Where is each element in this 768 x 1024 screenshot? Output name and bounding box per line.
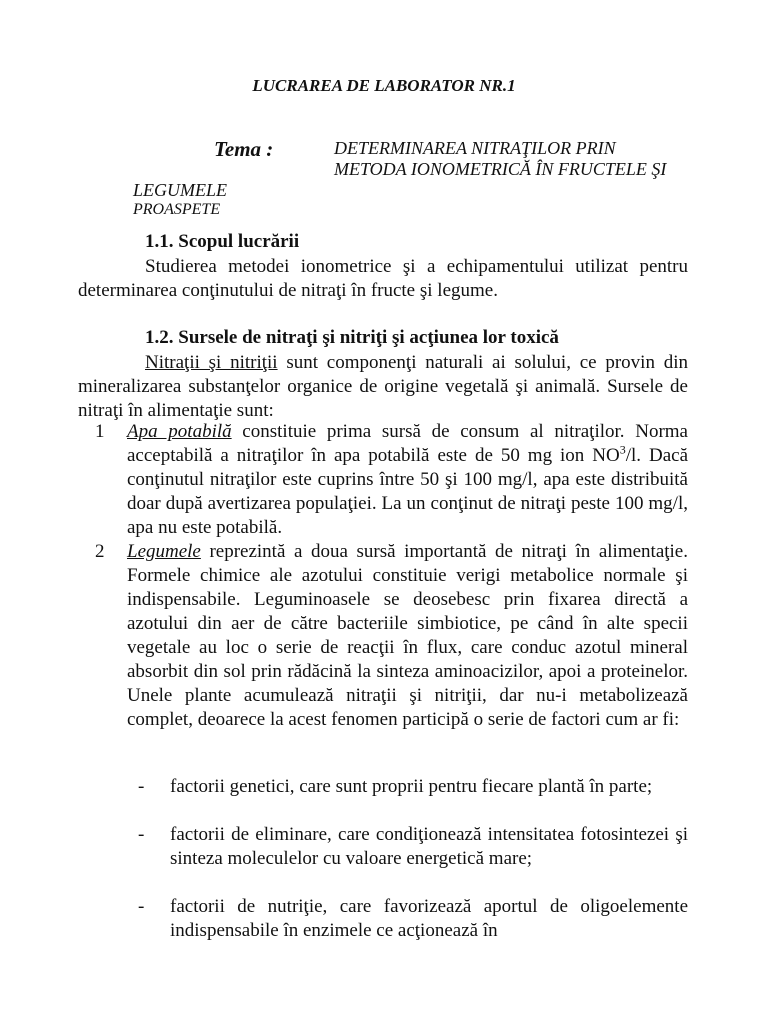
- intro-text: sunt componenţi naturali ai solului, ce provin din mineralizarea substanţelor organice de origine vegetală şi animală. Sursele de nitraţi în alimentaţie sunt:: [78, 352, 688, 421]
- factor-text: factorii de nutriţie, care favorizează aportul de oligoelemente indispensabile în enzimele ce acţionează în: [170, 896, 688, 941]
- tema-line-3: PROASPETE: [133, 201, 221, 218]
- section-1-heading: 1.1. Scopul lucrării: [145, 231, 300, 252]
- tema-line-2: METODA IONOMETRICĂ ÎN FRUCTELE ŞI LEGUMELE: [133, 159, 667, 200]
- factor-item: [138, 895, 688, 943]
- list-item-2-number: 2: [95, 541, 105, 562]
- factor-dash: -: [138, 896, 145, 917]
- factor-text: factorii de eliminare, care condiţionează intensitatea fotosintezei şi sinteza moleculelor cu valoare energetică mare;: [170, 824, 688, 869]
- list-item-1-text-b: /l. Dacă conţinutul nitraţilor este cuprins între 50 şi 100 mg/l, apa este distribuită doar după avertizarea populaţiei. La un conţinut de nitraţi peste 100 mg/l, apa nu este potabilă.: [127, 445, 689, 538]
- section-1-text: Studierea metodei ionometrice şi a echipamentului utilizat pentru determinarea conţinutului de nitraţi în fructe şi legume.: [78, 256, 688, 301]
- list-item-2: [78, 540, 688, 732]
- list-item-1-number: 1: [95, 421, 105, 442]
- tema-line-1: DETERMINAREA NITRAŢILOR PRIN: [334, 138, 616, 158]
- factor-dash: -: [138, 776, 145, 797]
- lab-title: LUCRAREA DE LABORATOR NR.1: [252, 76, 516, 95]
- list-item-2-text: reprezintă a doua sursă importantă de nitraţi în alimentaţie. Formele chimice ale azotului constituie verigi metabolice normale şi indispensabile. Leguminoasele se deosebesc prin fixarea directă a azotului din aer de către bacteriile simbiotice, pe când în alte specii vegetale au loc o serie de reacţii în flux, care conduc azotul mineral absorbit din sol prin rădăcină la sinteza aminoacizilor, apoi a proteinelor. Unele plante acumulează nitraţii şi nitriţii, dar nu-i metabolizează complet, deoarece la acest fenomen participă o serie de factori cum ar fi:: [127, 541, 688, 730]
- list-item-2-term: Legumele: [127, 541, 201, 562]
- factor-item: [138, 823, 688, 871]
- intro-underlined-term: Nitraţii şi nitriţii: [145, 352, 278, 373]
- list-item-1-term: Apa potabilă: [127, 421, 232, 442]
- factor-item: [138, 775, 688, 799]
- list-item-1-superscript: 3: [619, 442, 626, 457]
- section-1-paragraph: [78, 255, 688, 303]
- factor-text: factorii genetici, care sunt proprii pentru fiecare plantă în parte;: [170, 776, 653, 797]
- tema-label: Tema :: [214, 137, 274, 161]
- factor-dash: -: [138, 824, 145, 845]
- tema-text: [133, 138, 713, 219]
- list-item-1: [78, 420, 688, 540]
- list-item-1-text-a: constituie prima sursă de consum al nitraţilor. Norma acceptabilă a nitraţilor în apa potabilă este de 50 mg ion NO: [127, 421, 688, 466]
- section-2-heading: 1.2. Sursele de nitraţi şi nitriţi şi acţiunea lor toxică: [145, 327, 559, 348]
- section-2-intro: [78, 351, 688, 423]
